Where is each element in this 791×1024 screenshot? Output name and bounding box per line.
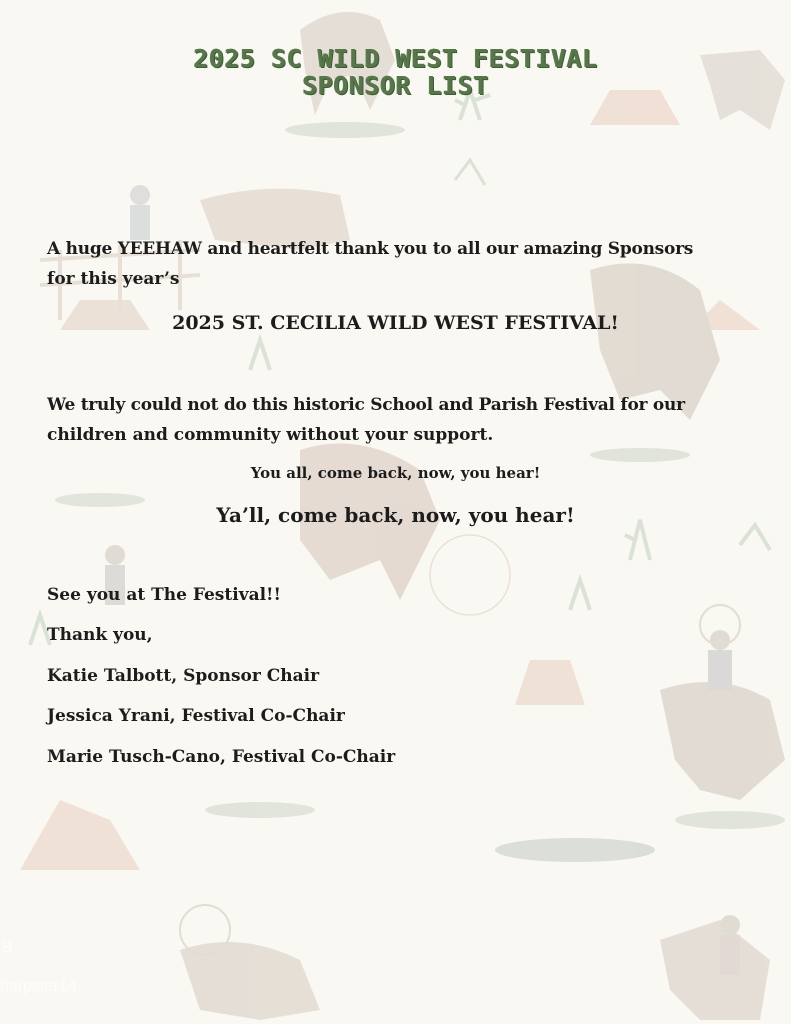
watermark-line2: harpster14 [0,978,77,995]
signature-sponsor-chair: Katie Talbott, Sponsor Chair [47,666,320,686]
support-line-1: We truly could not do this historic School and Parish Festival for our [47,395,685,415]
come-back-large: Ya’ll, come back, now, you hear! [216,503,575,527]
festival-name: 2025 ST. CECILIA WILD WEST FESTIVAL! [172,312,619,334]
signature-festival-co-chair-2: Marie Tusch-Cano, Festival Co-Chair [47,747,396,767]
page-subtitle: SPONSOR LIST [302,71,489,100]
see-you-line: See you at The Festival!! [47,585,281,605]
come-back-small: You all, come back, now, you hear! [250,464,541,482]
thank-you-line: Thank you, [47,625,153,645]
signature-festival-co-chair-1: Jessica Yrani, Festival Co-Chair [47,706,345,726]
watermark-line1: B [2,939,13,956]
intro-line-1: A huge YEEHAW and heartfelt thank you to all our amazing Sponsors [47,239,694,259]
page-title: 2025 SC WILD WEST FESTIVAL [193,44,598,73]
support-line-2: children and community without your support. [47,425,494,445]
intro-line-2: for this year’s [47,269,180,289]
